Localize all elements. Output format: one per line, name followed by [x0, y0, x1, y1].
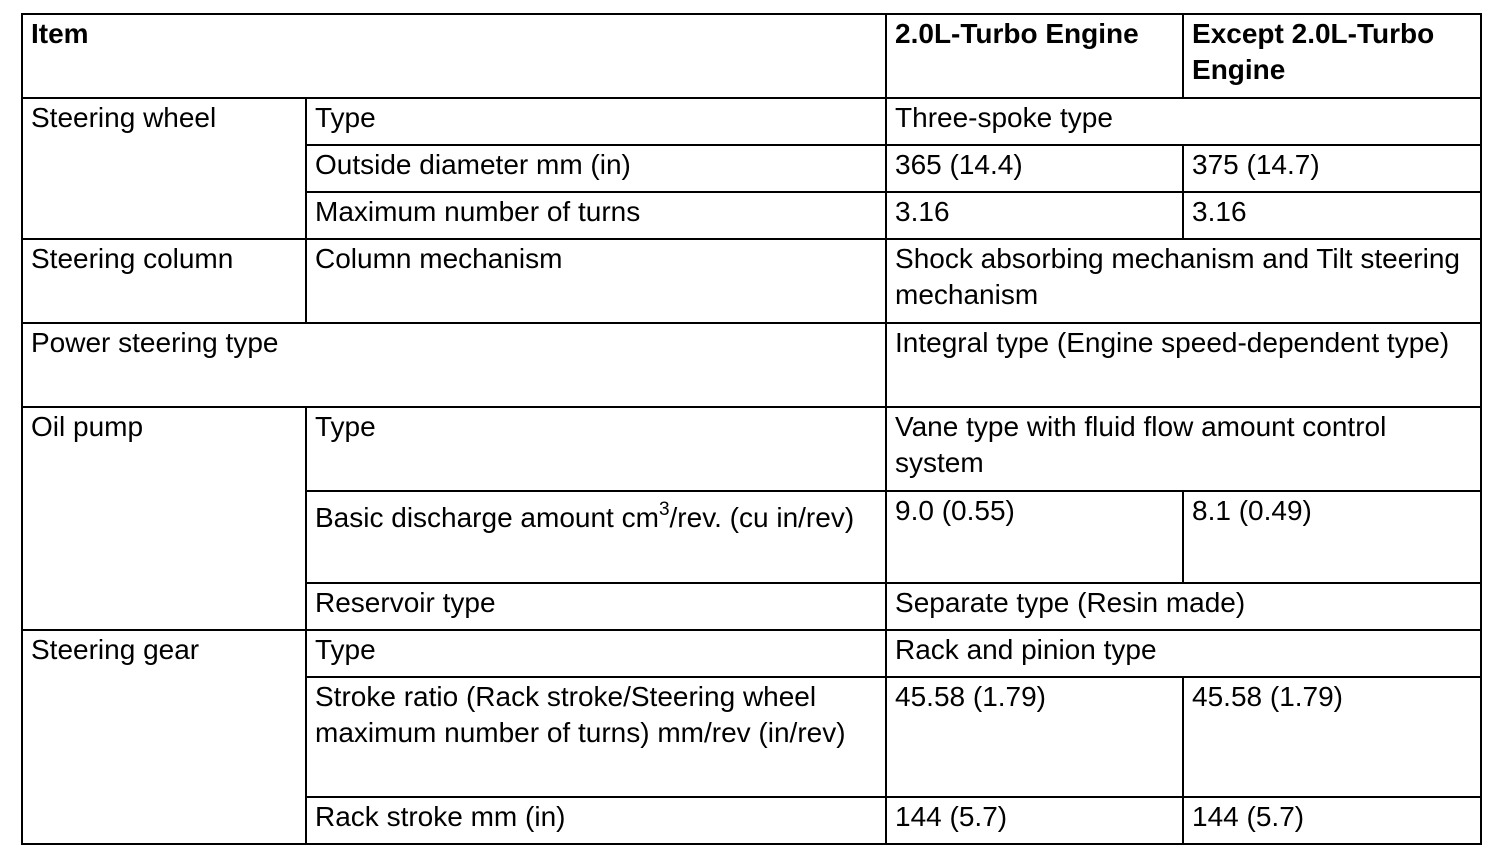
table-row	[22, 407, 1481, 491]
stroke-ratio-turbo: 45.58 (1.79)	[886, 677, 1183, 797]
max-turns-other: 3.16	[1183, 192, 1481, 239]
column-mechanism-value: Shock absorbing mechanism and Tilt steering mechanism	[886, 239, 1481, 323]
oil-pump-type-value: Vane type with fluid flow amount control system	[886, 407, 1481, 491]
column-mechanism-label: Column mechanism	[306, 239, 886, 323]
table-row	[22, 239, 1481, 323]
table-row	[22, 98, 1481, 145]
steering-wheel-label: Steering wheel	[22, 98, 306, 239]
reservoir-type-value: Separate type (Resin made)	[886, 583, 1481, 630]
reservoir-type-label: Reservoir type	[306, 583, 886, 630]
table-row	[22, 323, 1481, 407]
header-row	[22, 14, 1481, 98]
basic-discharge-label-unit: /rev. (cu in/rev)	[669, 502, 855, 533]
table-row	[22, 630, 1481, 677]
header-except-turbo-engine: Except 2.0L-Turbo Engine	[1183, 14, 1481, 98]
header-turbo-engine: 2.0L-Turbo Engine	[886, 14, 1183, 98]
basic-discharge-label-text: Basic discharge amount cm	[315, 502, 659, 533]
rack-stroke-label: Rack stroke mm (in)	[306, 797, 886, 844]
rack-stroke-other: 144 (5.7)	[1183, 797, 1481, 844]
steering-wheel-type-value: Three-spoke type	[886, 98, 1481, 145]
power-steering-type-value: Integral type (Engine speed-dependent type)	[886, 323, 1481, 407]
stroke-ratio-label: Stroke ratio (Rack stroke/Steering wheel maximum number of turns) mm/rev (in/rev)	[306, 677, 886, 797]
rack-stroke-turbo: 144 (5.7)	[886, 797, 1183, 844]
basic-discharge-label	[306, 491, 886, 583]
max-turns-label: Maximum number of turns	[306, 192, 886, 239]
steering-gear-label: Steering gear	[22, 630, 306, 844]
outside-diameter-label: Outside diameter mm (in)	[306, 145, 886, 192]
max-turns-turbo: 3.16	[886, 192, 1183, 239]
superscript-3: 3	[658, 498, 670, 520]
basic-discharge-turbo: 9.0 (0.55)	[886, 491, 1183, 583]
steering-column-label: Steering column	[22, 239, 306, 323]
oil-pump-type-label: Type	[306, 407, 886, 491]
outside-diameter-turbo: 365 (14.4)	[886, 145, 1183, 192]
oil-pump-label: Oil pump	[22, 407, 306, 630]
power-steering-type-label: Power steering type	[22, 323, 886, 407]
steering-wheel-type-label: Type	[306, 98, 886, 145]
outside-diameter-other: 375 (14.7)	[1183, 145, 1481, 192]
stroke-ratio-other: 45.58 (1.79)	[1183, 677, 1481, 797]
header-item: Item	[22, 14, 886, 98]
steering-gear-type-label: Type	[306, 630, 886, 677]
specification-table	[21, 13, 1482, 845]
steering-gear-type-value: Rack and pinion type	[886, 630, 1481, 677]
basic-discharge-other: 8.1 (0.49)	[1183, 491, 1481, 583]
